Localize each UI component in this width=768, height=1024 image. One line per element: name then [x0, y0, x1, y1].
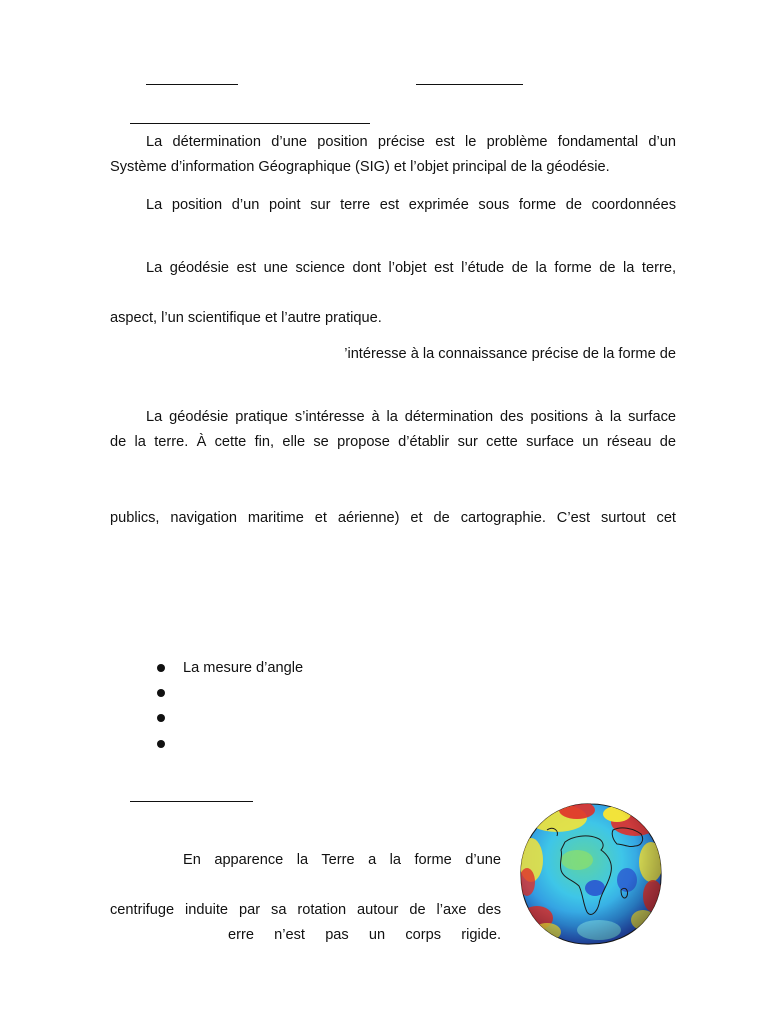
paragraph-6-line-2: centrifuge induite par sa rotation autour de l’axe des: [110, 902, 501, 918]
paragraph-6-line-3: erre n’est pas un corps rigide.: [228, 927, 501, 943]
paragraph-3-line-1: La géodésie est une science dont l’objet est l’étude de la forme de la terre,: [146, 260, 676, 276]
paragraph-6-line-1: En apparence la Terre a la forme d’une: [183, 852, 501, 868]
paragraph-1-line-2: Système d’information Géographique (SIG) et l’objet principal de la géodésie.: [110, 159, 610, 175]
paragraph-3-line-2: aspect, l’un scientifique et l’autre pratique.: [110, 310, 382, 326]
bullet-dot-3: [157, 714, 165, 722]
paragraph-1-line-1: La détermination d’une position précise est le problème fondamental d’un: [146, 134, 676, 150]
bullet-dot-2: [157, 689, 165, 697]
bullet-dot-1: [157, 664, 165, 672]
paragraph-5-line-1: La géodésie pratique s’intéresse à la détermination des positions à la surface: [146, 409, 676, 425]
bullet-text-1: La mesure d’angle: [183, 660, 304, 676]
paragraph-5-line-2: de la terre. À cette fin, elle se propose d’établir sur cette surface un réseau de: [110, 434, 676, 450]
paragraph-4-line-1: ’intéresse à la connaissance précise de la forme de: [344, 346, 676, 362]
header-rule-right: [416, 84, 523, 85]
paragraph-2-line-1: La position d’un point sur terre est exprimée sous forme de coordonnées: [146, 197, 676, 213]
geoid-globe-icon: [517, 800, 665, 948]
header-rule-left: [146, 84, 238, 85]
paragraph-5-line-3: publics, navigation maritime et aérienne) et de cartographie. C’est surtout cet: [110, 510, 676, 526]
section-rule-1: [130, 123, 370, 124]
section-rule-2: [130, 801, 253, 802]
bullet-dot-4: [157, 740, 165, 748]
